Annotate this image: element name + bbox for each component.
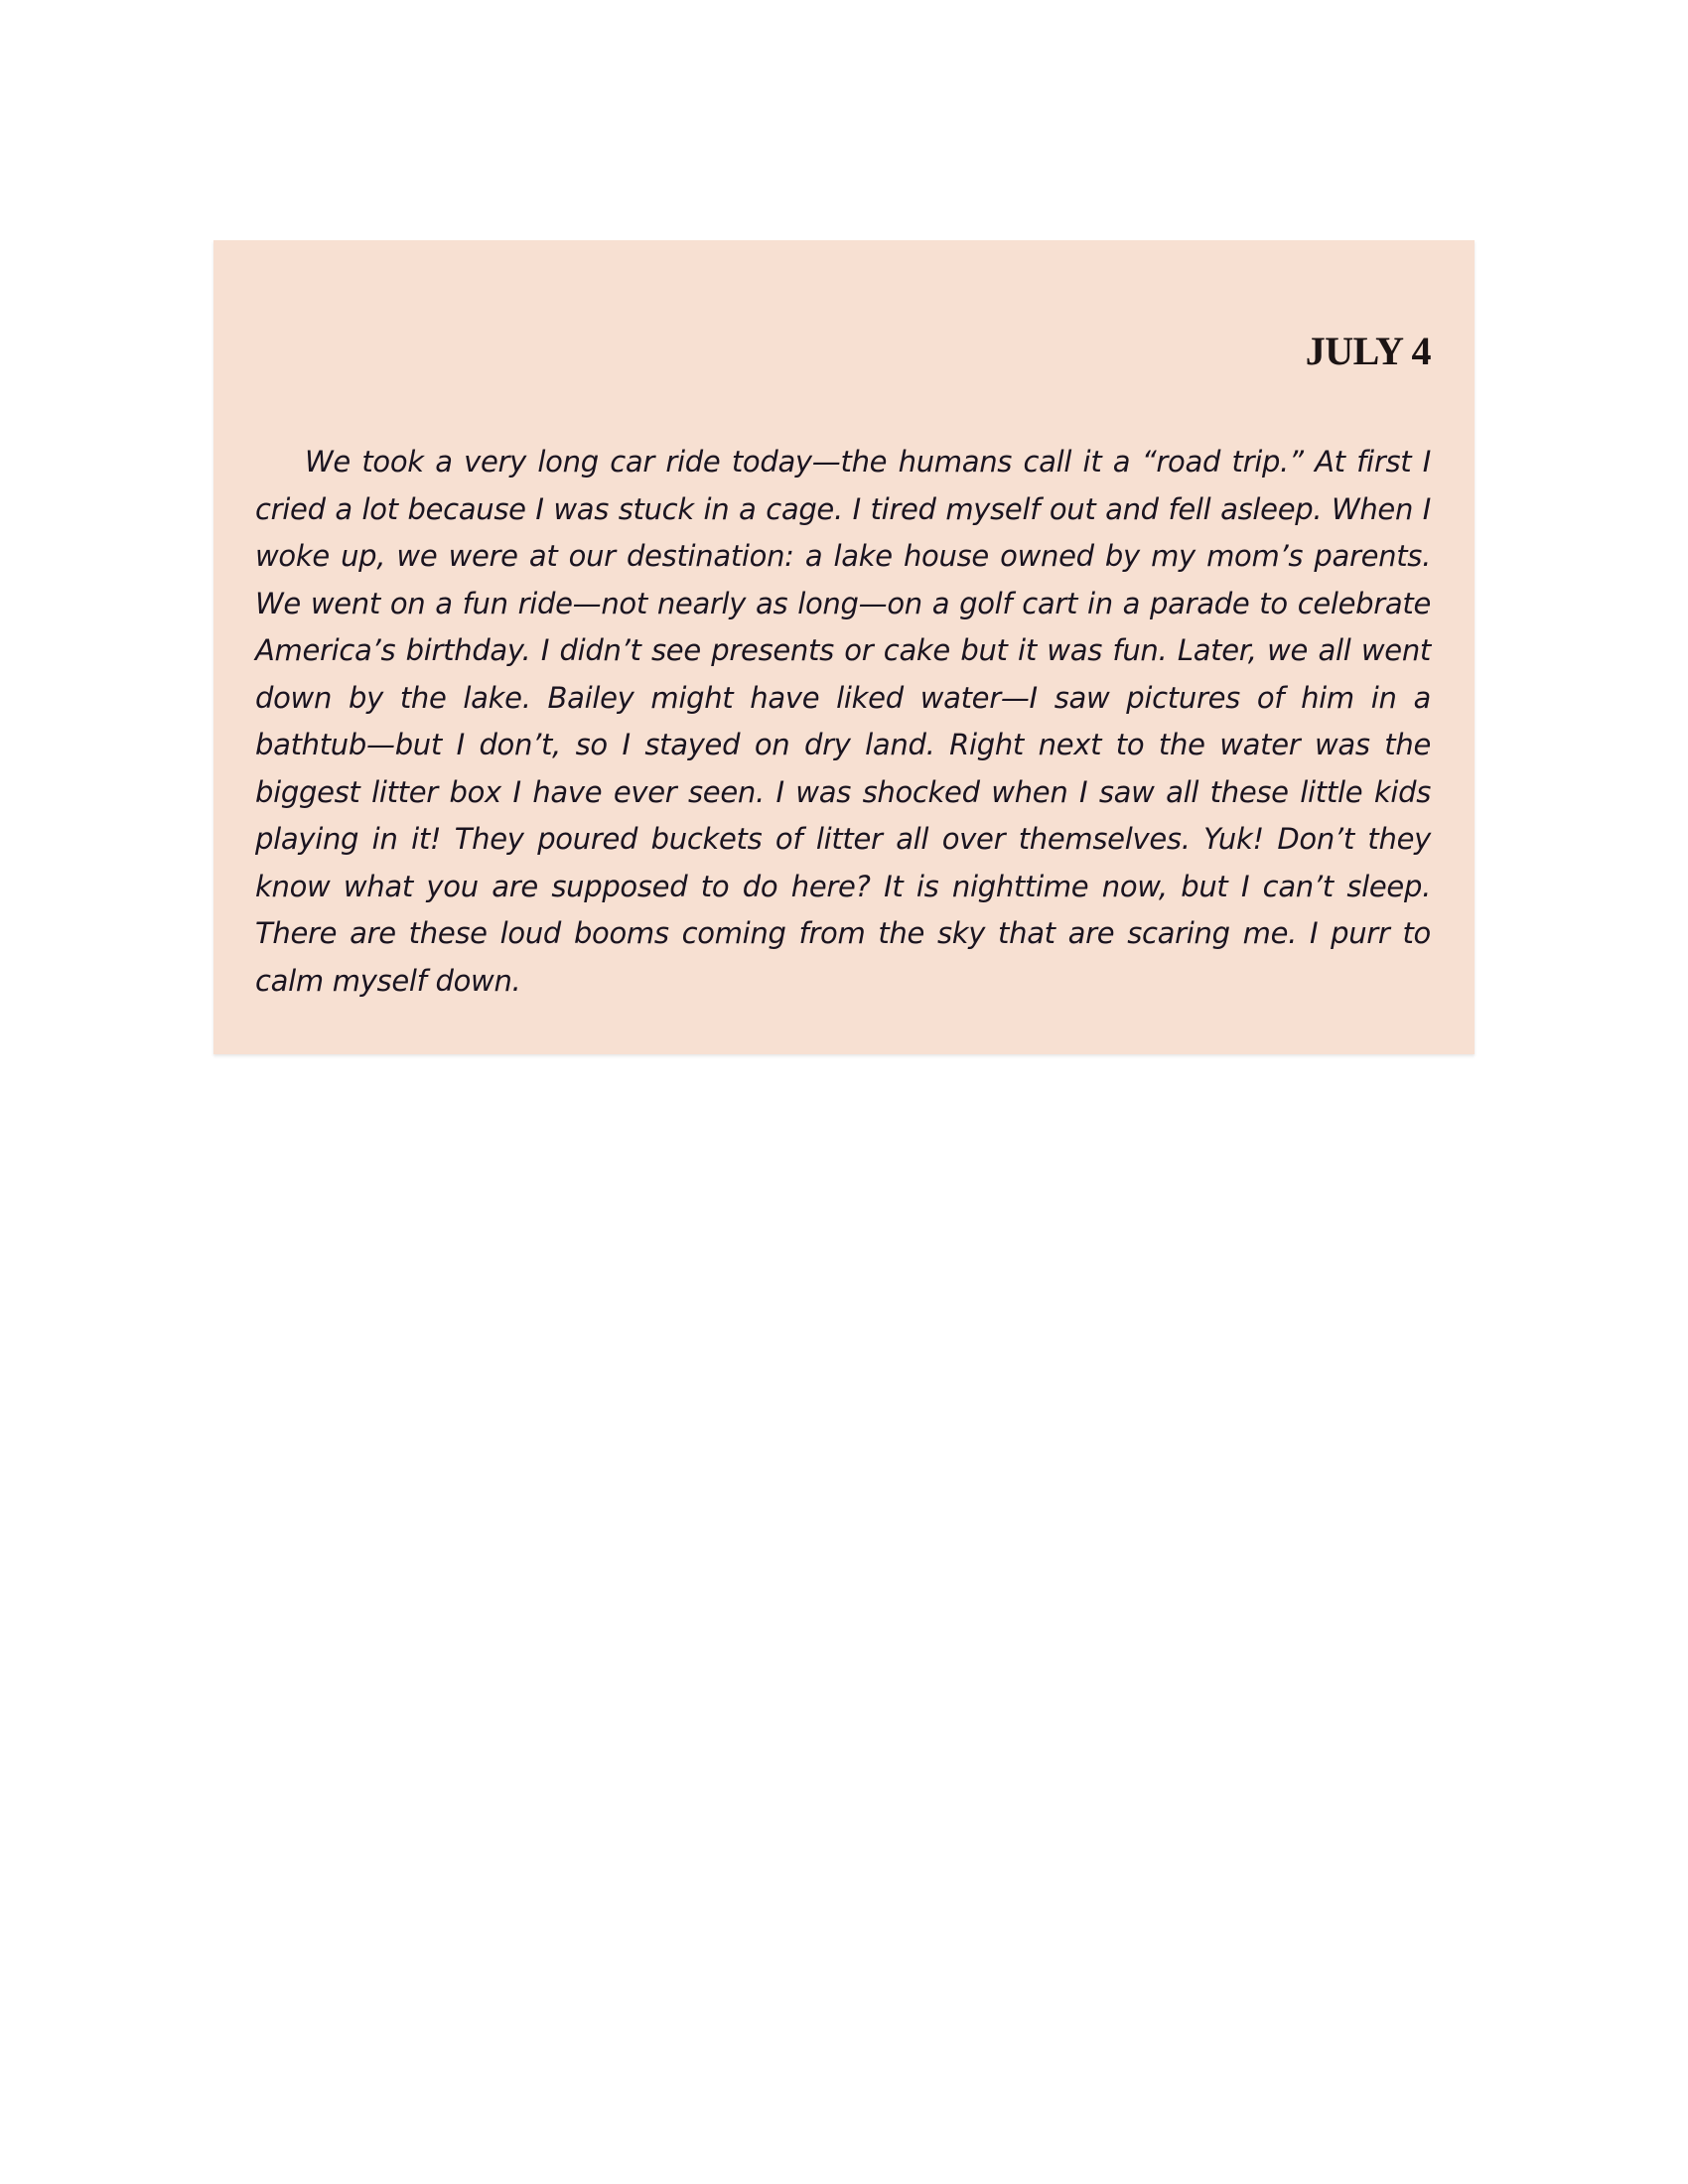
journal-entry-card [213,240,1475,1054]
entry-body-text: We took a very long car ride today—the humans call it a “road trip.” At first I cried a lot because I was stuck in a cage. I tired myself out and fell asleep. When I woke up, we were at our destination: a lake house owned by my mom’s parents. We went on a fun ride—not nearly as long—on a golf cart in a parade to celebrate America’s birthday. I didn’t see presents or cake but it was fun. Later, we all went down by the lake. Bailey might have liked water—I saw pictures of him in a bathtub—but I don’t, so I stayed on dry land. Right next to the water was the biggest litter box I have ever seen. I was shocked when I saw all these little kids playing in it! They poured buckets of litter all over themselves. Yuk! Don’t they know what you are supposed to do here? It is nighttime now, but I can’t sleep. There are these loud booms coming from the sky that are scaring me. I purr to calm myself down. [255,445,1431,998]
entry-date-heading: JULY 4 [1305,329,1431,373]
